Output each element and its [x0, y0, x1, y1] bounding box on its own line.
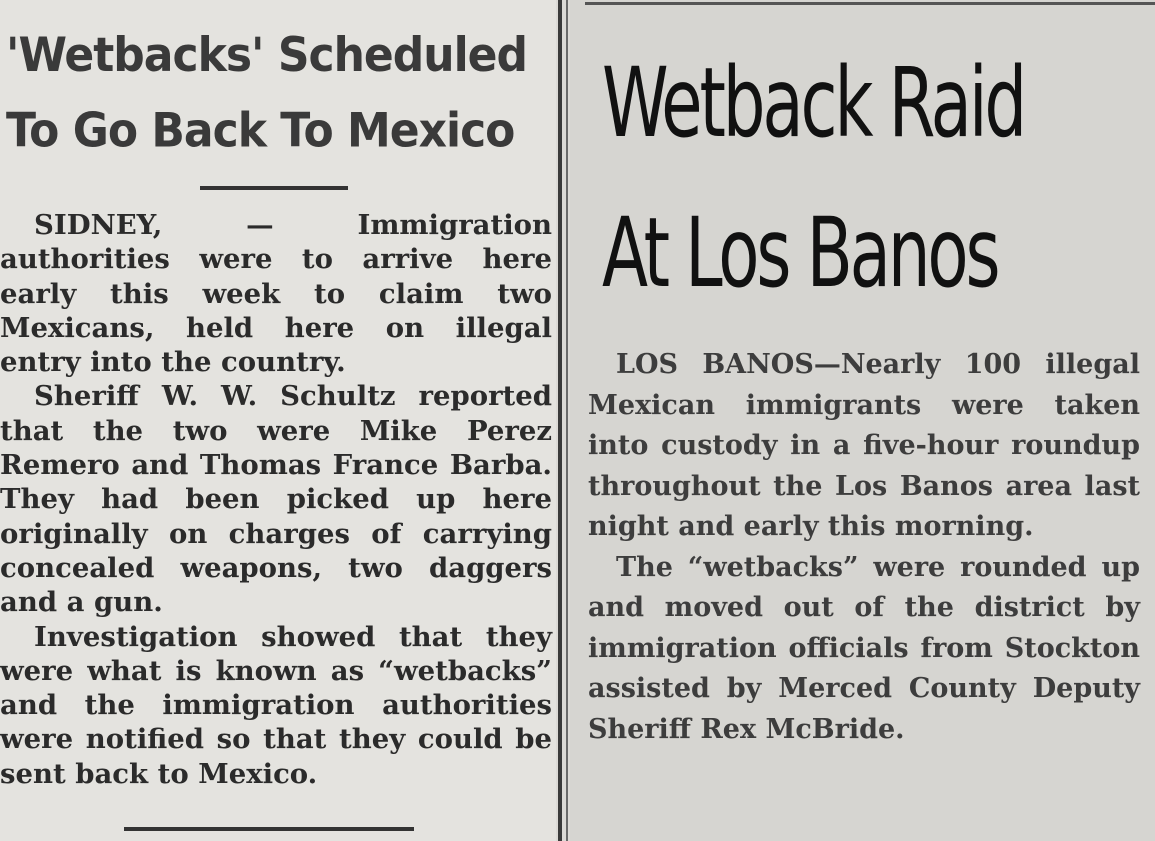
top-rule: [585, 2, 1155, 5]
left-body: [0, 208, 552, 791]
right-headline-line-1: Wetback Raid: [602, 47, 1025, 159]
right-paragraph-2: The “wetbacks” were rounded up and moved out of the district by immigration officials from Stockton assisted by Merced County Deputy Sheriff Rex McBride.: [588, 551, 1140, 745]
right-headline: [602, 28, 1039, 328]
left-paragraph-3: Investigation showed that they were what is known as “wetbacks” and the immigration authorities were notified so that they could be sent back to Mexico.: [0, 620, 552, 790]
left-paragraph-1: SIDNEY, — Immigration authorities were to arrive here early this week to claim two Mexicans, held here on illegal entry into the country.: [0, 209, 552, 379]
end-rule: [124, 827, 414, 831]
right-body: [588, 345, 1140, 750]
left-headline-line-2: To Go Back To Mexico: [6, 103, 515, 159]
column-divider-thin: [566, 0, 568, 841]
left-paragraph-2: Sheriff W. W. Schultz reported that the two were Mike Perez Remero and Thomas France Barba. They had been picked up here originally on charges of carrying concealed weapons, two daggers and a gun.: [0, 380, 552, 619]
right-headline-line-2: At Los Banos: [602, 197, 998, 309]
headline-rule: [200, 186, 348, 190]
column-divider: [558, 0, 562, 841]
left-headline: [6, 18, 551, 169]
left-headline-line-1: 'Wetbacks' Scheduled: [6, 27, 527, 83]
right-paragraph-1: LOS BANOS—Nearly 100 illegal Mexican immigrants were taken into custody in a five-hour roundup throughout the Los Banos area last night and early this morning.: [588, 349, 1140, 542]
